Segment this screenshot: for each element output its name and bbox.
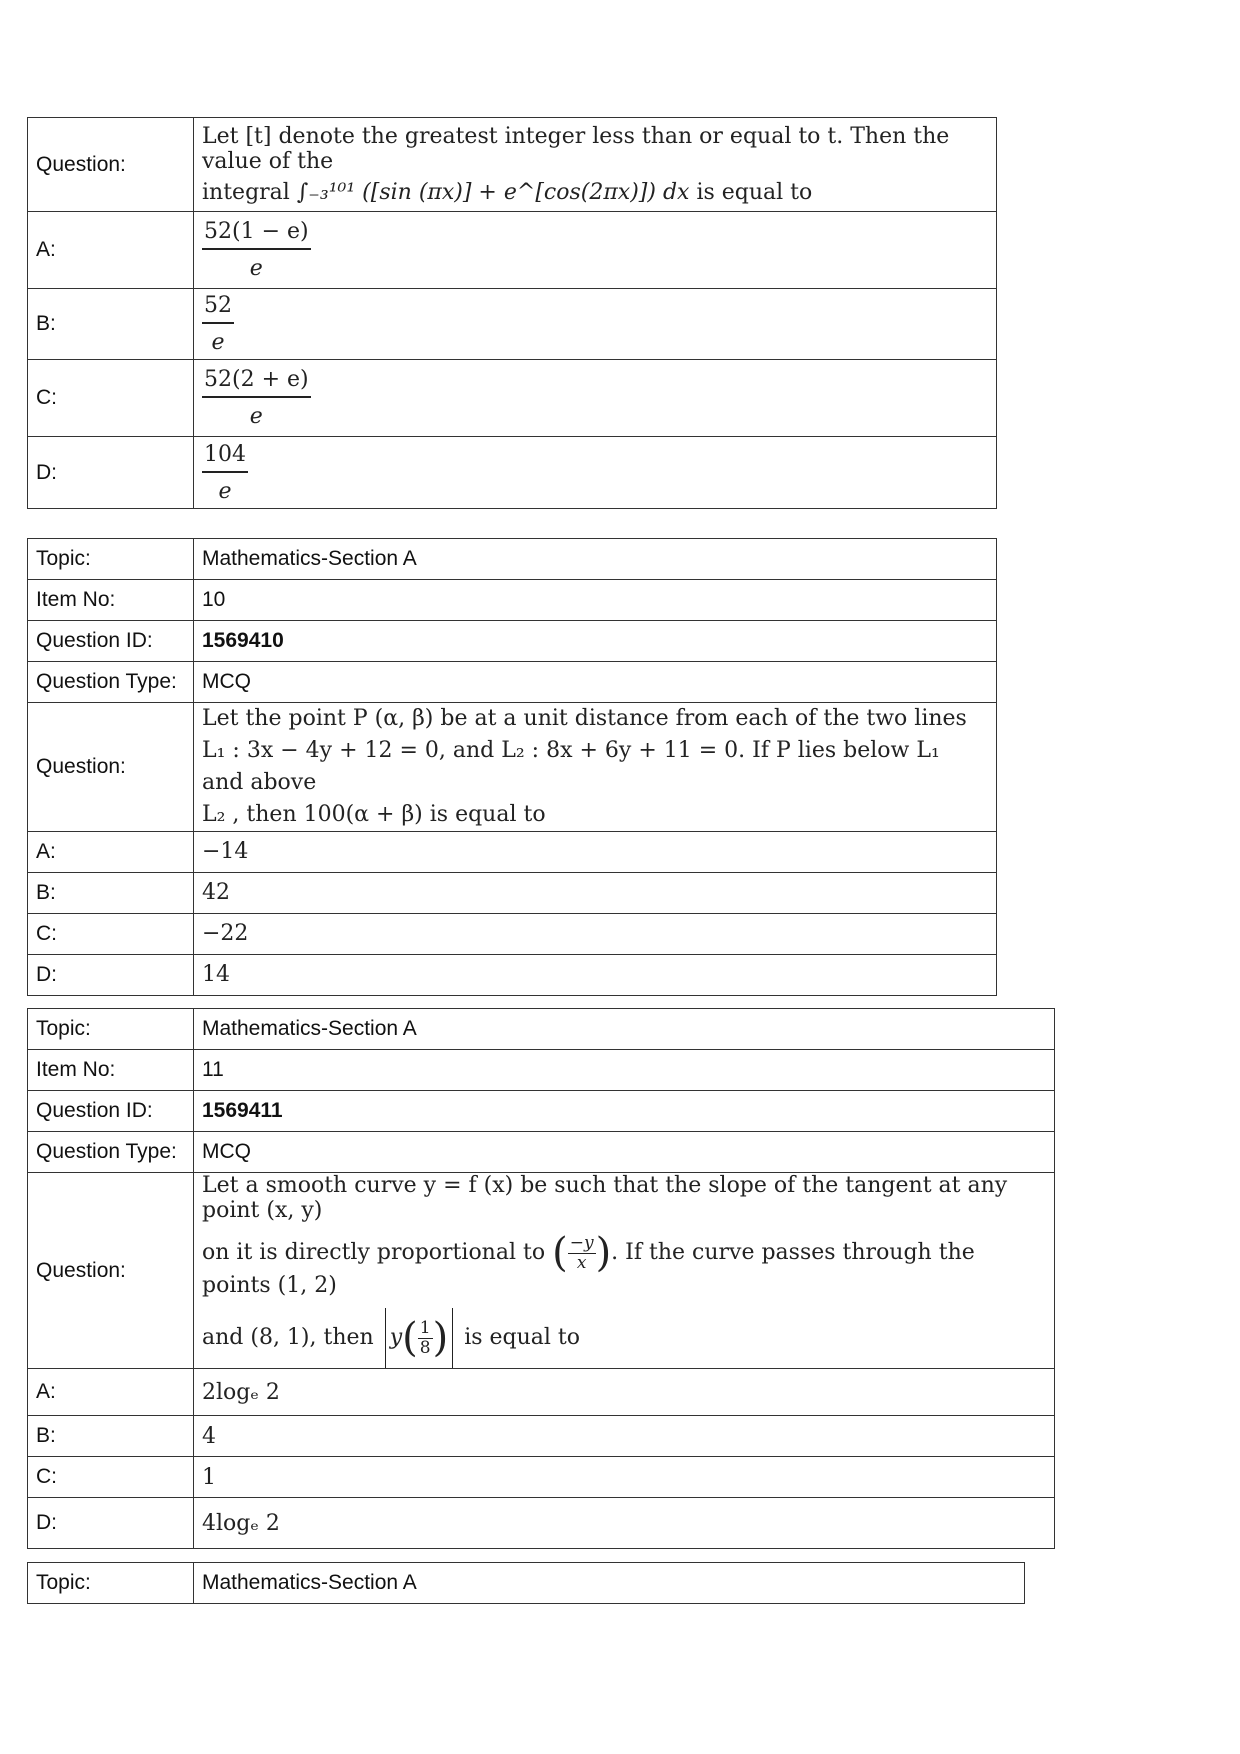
question-label: Question:	[28, 703, 194, 832]
integral-expression: ∫₋₃¹⁰¹ ([sin (πx)] + e^[cos(2πx)]) dx	[296, 180, 690, 205]
option-a-value	[194, 212, 997, 289]
abs-bar-symbol	[452, 1308, 453, 1368]
option-a-label: A:	[28, 831, 194, 872]
numerator: 1	[419, 1317, 431, 1338]
option-a-label: A:	[28, 212, 194, 289]
question-line	[202, 180, 988, 205]
numerator: 52(1 − e)	[202, 219, 311, 250]
question-type-label: Question Type:	[28, 662, 194, 703]
denominator: e	[218, 478, 232, 504]
right-paren-symbol: )	[432, 1315, 449, 1361]
denominator: e	[249, 404, 263, 429]
question-line: Let [t] denote the greatest integer less than or equal to t. Then the value of the	[202, 124, 950, 174]
option-b-value: 4	[194, 1416, 1055, 1457]
question-table-12	[27, 1562, 1025, 1604]
denominator: 8	[419, 1337, 431, 1358]
question-text	[194, 703, 997, 832]
option-c-value: 1	[194, 1457, 1055, 1498]
question-text	[194, 118, 997, 212]
question-id-label: Question ID:	[28, 621, 194, 662]
item-no-value: 10	[194, 580, 997, 621]
option-d-value: 14	[194, 954, 997, 995]
question-id-value: 1569411	[194, 1091, 1055, 1132]
question-type-value: MCQ	[194, 1132, 1055, 1173]
numerator: 104	[202, 442, 248, 473]
option-b-label: B:	[28, 872, 194, 913]
question-line: Let a smooth curve y = f (x) be such that the slope of the tangent at any point (x, y)	[202, 1173, 1008, 1223]
question-line-text: is equal to	[464, 1325, 581, 1350]
question-table-9	[27, 117, 997, 509]
question-label: Question:	[28, 1173, 194, 1369]
topic-label: Topic:	[28, 1563, 194, 1604]
option-c-label: C:	[28, 1457, 194, 1498]
argument-fraction	[418, 1319, 433, 1357]
item-no-value: 11	[194, 1050, 1055, 1091]
option-a-label: A:	[28, 1369, 194, 1416]
fraction	[202, 293, 234, 355]
question-line: L₁ : 3x − 4y + 12 = 0, and L₂ : 8x + 6y + 11 = 0. If P lies below L₁ and above	[202, 737, 940, 795]
question-line-text: is equal to	[696, 180, 813, 205]
question-line	[202, 1308, 1046, 1368]
item-no-label: Item No:	[28, 1050, 194, 1091]
question-line: Let the point P (α, β) be at a unit distance from each of the two lines	[202, 706, 967, 731]
option-c-value: −22	[194, 913, 997, 954]
question-line	[202, 1230, 1046, 1298]
right-paren-symbol: )	[595, 1230, 612, 1276]
topic-value: Mathematics-Section A	[194, 1009, 1055, 1050]
topic-value: Mathematics-Section A	[194, 539, 997, 580]
item-no-label: Item No:	[28, 580, 194, 621]
option-d-value: 4logₑ 2	[194, 1498, 1055, 1549]
question-id-value: 1569410	[194, 621, 997, 662]
topic-label: Topic:	[28, 539, 194, 580]
fraction	[202, 442, 248, 504]
question-line-text: . If the curve passes through the points (1, 2)	[202, 1240, 975, 1298]
option-b-label: B:	[28, 1416, 194, 1457]
question-table-10	[27, 538, 997, 996]
option-b-label: B:	[28, 289, 194, 360]
question-text	[194, 1173, 1055, 1369]
topic-label: Topic:	[28, 1009, 194, 1050]
abs-bar-symbol	[385, 1308, 386, 1368]
denominator: x	[576, 1252, 587, 1273]
denominator: e	[249, 256, 263, 281]
denominator: e	[211, 330, 225, 355]
question-type-label: Question Type:	[28, 1132, 194, 1173]
question-line-text: integral	[202, 180, 290, 205]
option-c-label: C:	[28, 913, 194, 954]
question-type-value: MCQ	[194, 662, 997, 703]
option-b-value: 42	[194, 872, 997, 913]
option-b-value	[194, 289, 997, 360]
fraction	[202, 219, 311, 281]
topic-value: Mathematics-Section A	[194, 1563, 1025, 1604]
numerator: 52	[202, 293, 234, 324]
function-symbol: y	[389, 1325, 403, 1350]
option-c-label: C:	[28, 360, 194, 437]
numerator: 52(2 + e)	[202, 367, 311, 398]
option-c-value	[194, 360, 997, 437]
option-d-label: D:	[28, 954, 194, 995]
question-label: Question:	[28, 118, 194, 212]
left-paren-symbol: (	[552, 1230, 568, 1276]
question-line-text: and (8, 1), then	[202, 1325, 374, 1350]
numerator: −y	[569, 1232, 594, 1253]
option-a-value: −14	[194, 831, 997, 872]
option-d-value	[194, 437, 997, 509]
question-line-text: on it is directly proportional to	[202, 1240, 546, 1265]
option-a-value: 2logₑ 2	[194, 1369, 1055, 1416]
question-line: L₂ , then 100(α + β) is equal to	[202, 801, 546, 827]
option-d-label: D:	[28, 437, 194, 509]
question-table-11	[27, 1008, 1055, 1549]
question-id-label: Question ID:	[28, 1091, 194, 1132]
left-paren-symbol: (	[402, 1315, 418, 1361]
option-d-label: D:	[28, 1498, 194, 1549]
fraction	[202, 367, 311, 429]
slope-fraction	[568, 1234, 596, 1272]
